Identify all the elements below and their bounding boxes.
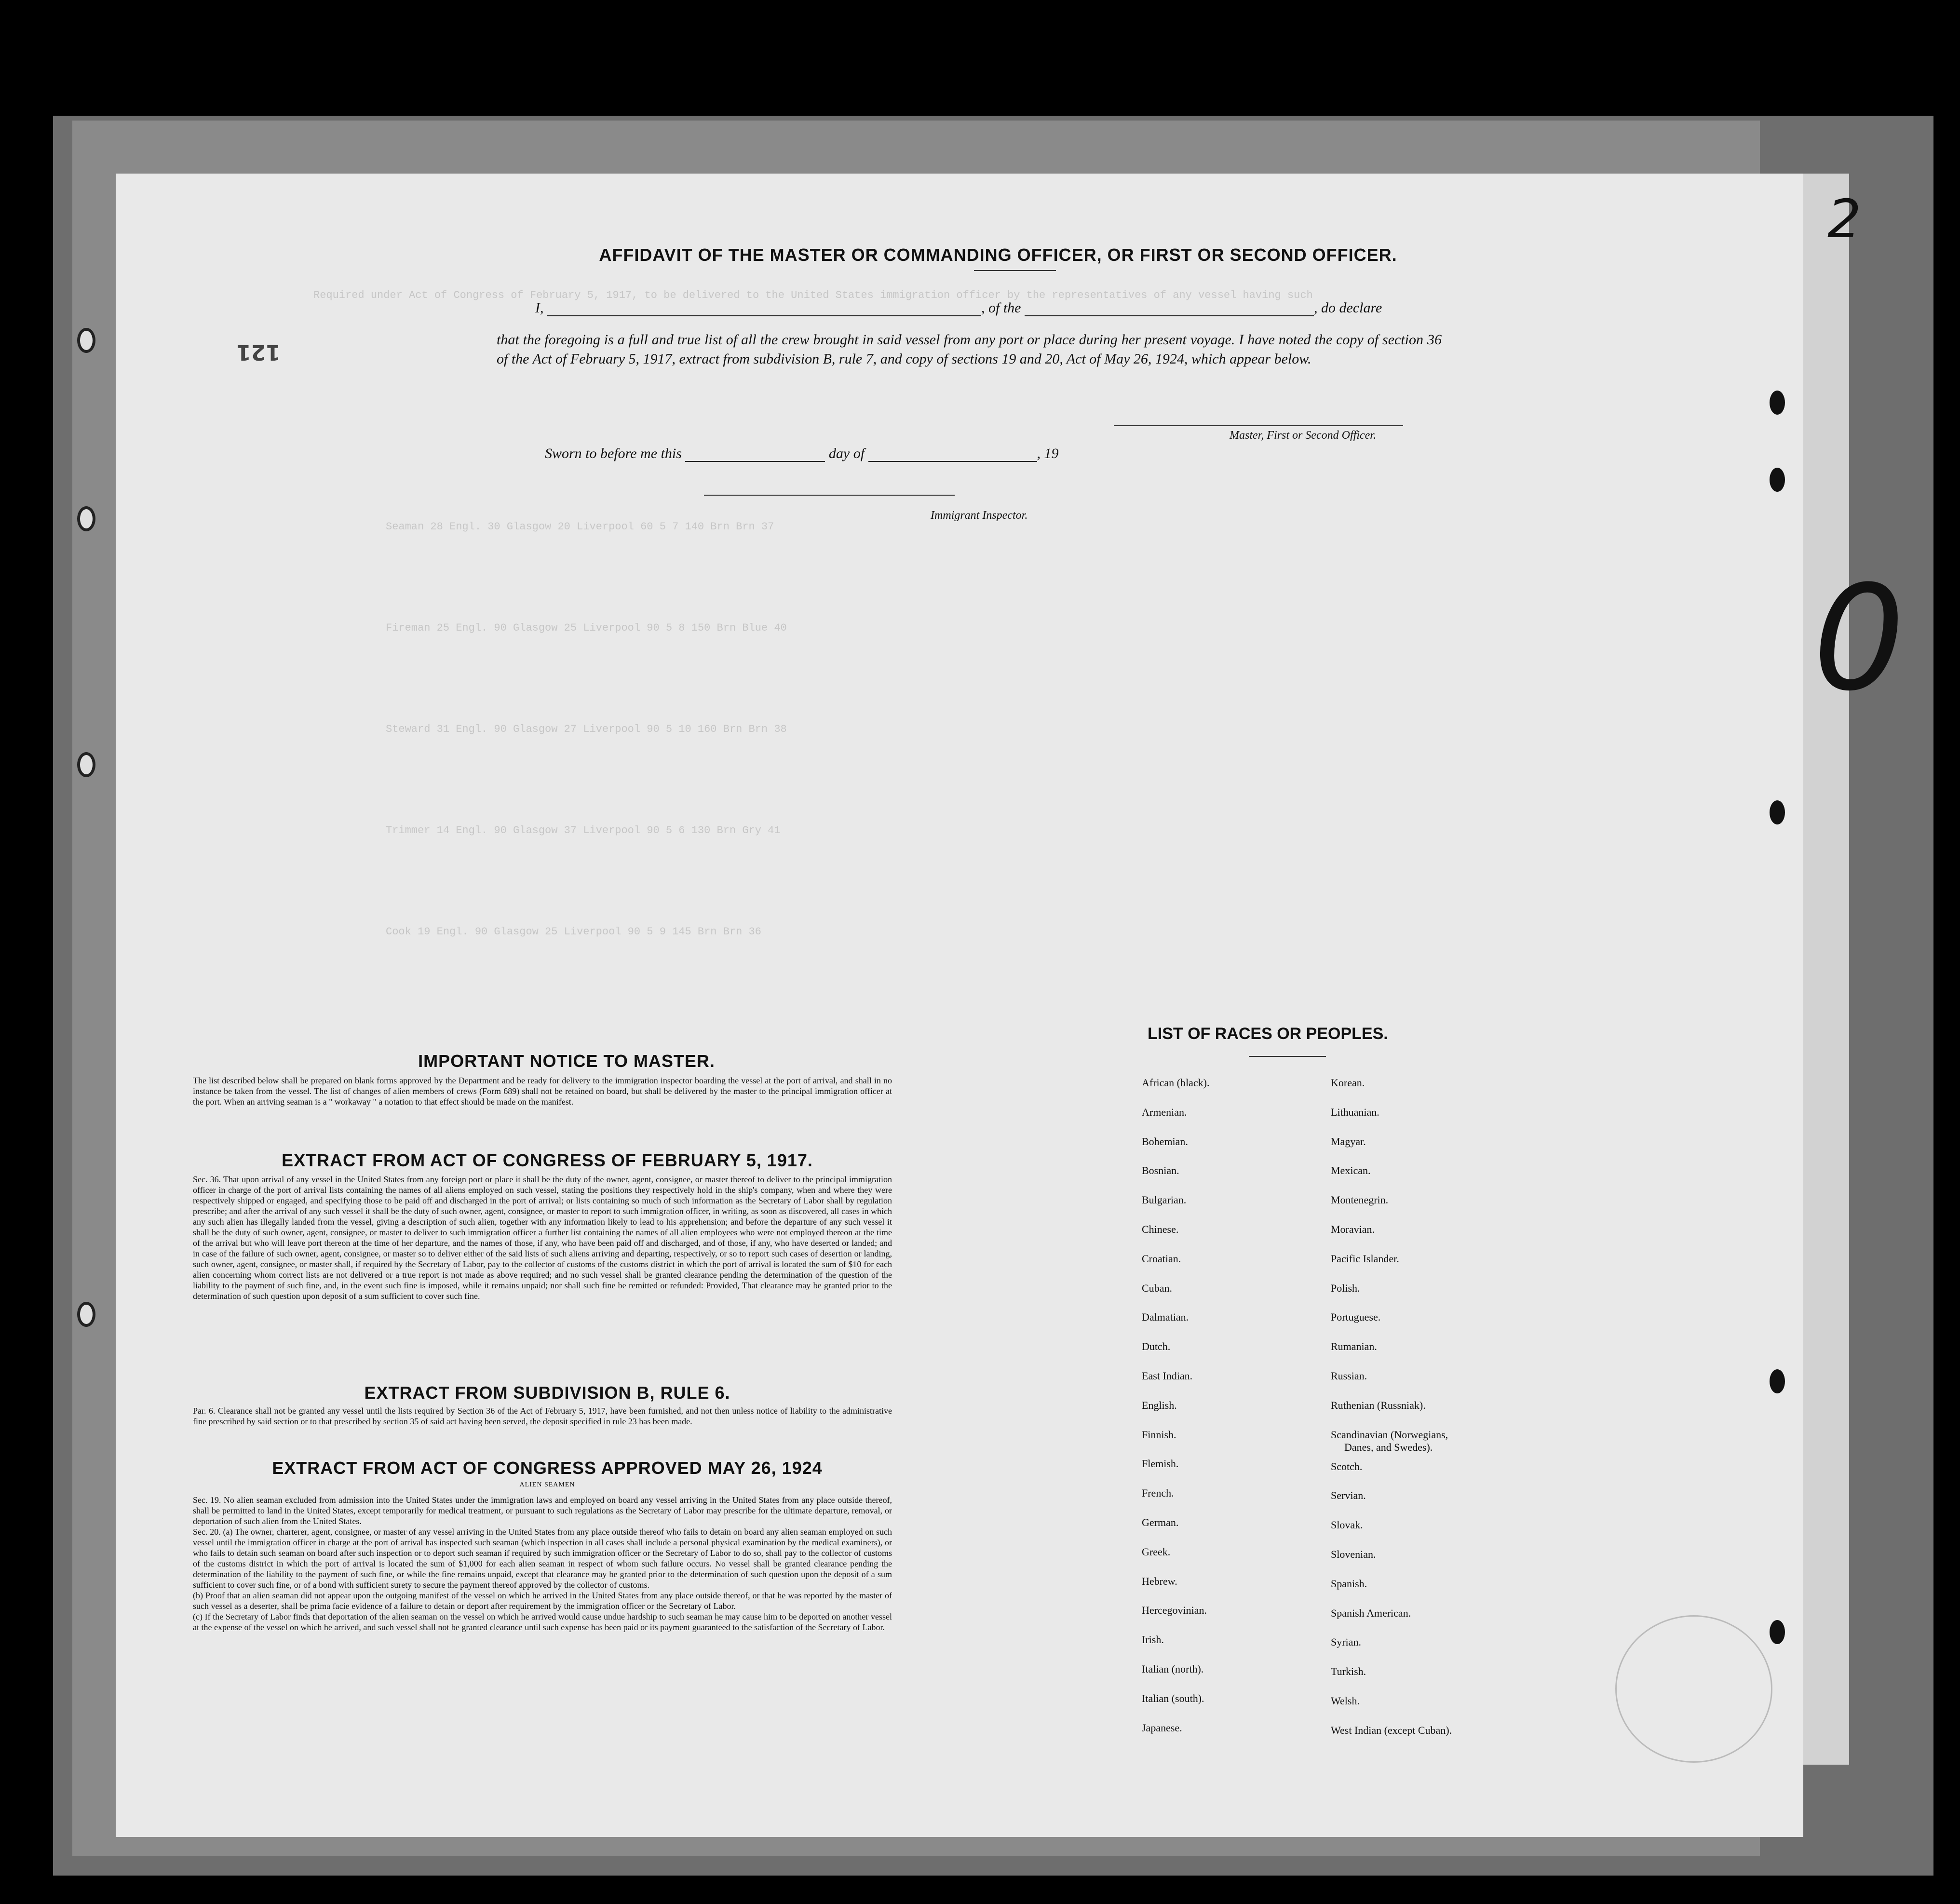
vessel-name-blank [1025, 315, 1314, 316]
race-item: Spanish American. [1331, 1607, 1411, 1619]
race-item: Croatian. [1142, 1252, 1181, 1265]
sworn-line [545, 446, 1059, 462]
punch-hole [77, 752, 95, 777]
races-title-underline [1249, 1056, 1326, 1057]
race-item: Hebrew. [1142, 1575, 1177, 1587]
sworn-prefix: Sworn to before me this [545, 446, 682, 461]
race-item: German. [1142, 1516, 1179, 1528]
punch-hole [77, 328, 95, 353]
punch-hole [77, 1302, 95, 1327]
race-item: Syrian. [1331, 1636, 1361, 1648]
race-item: Dalmatian. [1142, 1311, 1189, 1323]
race-item: Rumanian. [1331, 1340, 1377, 1353]
affidavit-body: that the foregoing is a full and true list of all the crew brought in said vessel from any port or place during her present voyage. I have noted the copy of section 36 of the Act of February 5, 1917, extract from subdivision B, rule 7, and copy of sections 19 and 20, Act of May 26, 1924, which appear below. [497, 332, 1442, 367]
race-item: English. [1142, 1399, 1177, 1411]
race-item: Dutch. [1142, 1340, 1171, 1353]
race-item: Magyar. [1331, 1135, 1366, 1148]
signature-line [1114, 425, 1403, 426]
race-item: Scotch. [1331, 1460, 1363, 1472]
race-item: French. [1142, 1487, 1174, 1499]
race-item: Italian (north). [1142, 1662, 1204, 1675]
punch-hole [1770, 800, 1785, 824]
race-item: Bohemian. [1142, 1135, 1188, 1148]
race-item [1331, 1429, 1572, 1460]
extract-1924-sections [193, 1495, 892, 1633]
race-item: Montenegrin. [1331, 1194, 1389, 1206]
declarant-name-blank [547, 315, 981, 316]
races-right-column [1331, 1077, 1572, 1754]
race-item: Russian. [1331, 1369, 1367, 1382]
races-title: LIST OF RACES OR PEOPLES. [1148, 1025, 1388, 1043]
punch-hole [1770, 391, 1785, 415]
extract-1924-title: EXTRACT FROM ACT OF CONGRESS APPROVED MAY 26, 1924 [272, 1458, 823, 1478]
inspector-signature-line [704, 495, 955, 496]
race-item: Turkish. [1331, 1665, 1366, 1678]
punch-hole [1770, 1620, 1785, 1644]
bleed-through-text: Required under Act of Congress of February 5, 1917, to be delivered to the United States immigration officer by the representatives of any vessel having such [313, 289, 1313, 301]
margin-page-number: 2 [1827, 188, 1861, 250]
title-underline [974, 270, 1056, 271]
section-20c-text: (c) If the Secretary of Labor finds that deportation of the alien seaman on the vessel on which he arrived would cause undue hardship to such seaman he may cause him to be deported on another vessel at the expense of the vessel on which he arrived, and such vessel shall not be granted clearance until such expense has been paid or its payment guaranteed to the satisfaction of the Secretary of Labor. [193, 1612, 892, 1632]
sworn-month-blank [868, 461, 1037, 462]
race-item: Mexican. [1331, 1164, 1371, 1177]
race-item: Japanese. [1142, 1721, 1182, 1734]
race-item: Ruthenian (Russniak). [1331, 1399, 1426, 1411]
race-item-scandinavian: Scandinavian (Norwegians, [1331, 1428, 1448, 1441]
race-item: Bulgarian. [1142, 1194, 1187, 1206]
extract-1924-subtitle: ALIEN SEAMEN [519, 1481, 575, 1488]
race-item: Moravian. [1331, 1223, 1375, 1235]
sworn-day-of: day of [828, 446, 865, 461]
inspector-label: Immigrant Inspector. [931, 509, 1028, 522]
punch-hole [77, 506, 95, 531]
affidavit-declaration-line [535, 300, 1382, 316]
affidavit-title: AFFIDAVIT OF THE MASTER OR COMMANDING OFFICER, OR FIRST OR SECOND OFFICER. [599, 245, 1397, 265]
punch-hole [1770, 468, 1785, 492]
race-item: African (black). [1142, 1077, 1210, 1089]
race-item: Slovenian. [1331, 1548, 1376, 1560]
margin-large-mark: 0 [1813, 554, 1905, 723]
margin-stamped-number: 121 [236, 340, 281, 365]
race-item: Flemish. [1142, 1458, 1179, 1470]
race-item: Pacific Islander. [1331, 1252, 1399, 1265]
section-20a-text: Sec. 20. (a) The owner, charterer, agent, consignee, or master of any vessel arriving in the United States from any place outside thereof who fails to detain on board any alien seaman employed on such vessel until the immigration officer in charge at the port of arrival has inspected such seaman (which inspection in all cases shall include a personal physical examination by the medical examiners), or who fails to detain such seaman on board after such inspection or to deport such seaman if required by such immigration officer or the Secretary of Labor to do so, shall pay to the collector of customs of the customs district in which the port of arrival is located the sum of $1,000 for each alien seaman in respect of whom such failure occurs. No vessel shall be granted clearance pending the determination of the liability to the payment of such fine, or while the fine remains unpaid, except that clearance may be granted prior to the determination of such question upon the deposit of a sum sufficient to cover such fine, or of a bond with sufficient surety to secure the payment thereof approved by the collector of customs. [193, 1527, 892, 1590]
race-item: Spanish. [1331, 1577, 1367, 1590]
bleed-through-text: Steward 31 Engl. 90 Glasgow 27 Liverpool 90 5 10 160 Brn Brn 38 [386, 723, 787, 735]
race-item: Servian. [1331, 1489, 1366, 1502]
race-item: Hercegovinian. [1142, 1604, 1207, 1617]
race-item: Armenian. [1142, 1106, 1187, 1118]
punch-hole [1770, 1369, 1785, 1393]
notice-title: IMPORTANT NOTICE TO MASTER. [418, 1051, 715, 1071]
race-item: Cuban. [1142, 1282, 1172, 1294]
folded-edge-strip [1803, 174, 1849, 1765]
extract-1917-body: Sec. 36. That upon arrival of any vessel in the United States from any foreign port or place it shall be the duty of the owner, agent, consignee, or master thereof to deliver to the principal immigration officer in charge of the port of arrival lists containing the names of all aliens employed on such vessel, stating the positions they respectively hold in the ship's company, when and where they were respectively shipped or engaged, and specifying those to be paid off and discharged in the port of arrival; or lists containing so much of such information as the Secretary of Labor shall by regulation prescribe; and after the arrival of any such vessel it shall be the duty of such owner, agent, consignee, or master to report to such immigration officer, in writing, as soon as discovered, all cases in which any such alien has illegally landed from the vessel, giving a description of such alien, together with any information likely to lead to his apprehension; and before the departure of any such vessel it shall be the duty of such owner, agent, consignee, or master to deliver to such immigration officer a further list containing the names of all alien employees who were not employed thereon at the time of the arrival but who will leave port thereon at the time of her departure, and the names of those, if any, who have been paid off and discharged, and of those, if any, who have deserted or landed; and in case of the failure of such owner, agent, consignee, or master so to deliver either of the said lists of such aliens arriving and departing, respectively, or so to report such cases of desertion or landing, such owner, agent, consignee, or master shall, if required by the Secretary of Labor, pay to the collector of customs of the customs district in which the port of arrival is located the sum of $10 for each alien concerning whom correct lists are not delivered or a true report is not made as above required; and no such vessel shall be granted clearance pending the determination of the question of the liability to the payment of such fine, and, in the event such fine is imposed, while it remains unpaid; nor shall such fine be remitted or refunded: Provided, That clearance may be granted prior to the determination of such question upon deposit of a sum sufficient to cover such fine. [193, 1175, 892, 1301]
race-item: Korean. [1331, 1077, 1365, 1089]
race-item: Polish. [1331, 1282, 1360, 1294]
race-item: Bosnian. [1142, 1164, 1179, 1177]
race-item: Slovak. [1331, 1519, 1363, 1531]
rule-6-body: Par. 6. Clearance shall not be granted any vessel until the lists required by Section 36 of the Act of February 5, 1917, have been furnished, and not then unless notice of liability to the administrative fine prescribed by said section or to that prescribed by section 35 of said act having been served, the deposit specified in rule 23 has been made. [193, 1406, 892, 1426]
signer-label: Master, First or Second Officer. [1230, 429, 1376, 442]
rule-6-title: EXTRACT FROM SUBDIVISION B, RULE 6. [364, 1383, 730, 1403]
declarant-prefix: I, [535, 300, 544, 316]
section-19-text: Sec. 19. No alien seaman excluded from admission into the United States under the immigration laws and employed on board any vessel arriving in the United States from any place outside thereof, shall be permitted to land in the United States, except temporarily for medical treatment, or pursuant to such regulations as the Secretary of Labor may prescribe for the ultimate departure, removal, or deportation of such alien from the United States. [193, 1495, 892, 1526]
bleed-through-text: Cook 19 Engl. 90 Glasgow 25 Liverpool 90 5 9 145 Brn Brn 36 [386, 926, 761, 938]
section-20b-text: (b) Proof that an alien seaman did not appear upon the outgoing manifest of the vessel on which he arrived in the United States from any place outside thereof, or that he was reported by the master of such vessel as a deserter, shall be prima facie evidence of a failure to detain or deport after requirement by the immigration officer or the Secretary of Labor. [193, 1591, 892, 1611]
declare-suffix: , do declare [1314, 300, 1382, 316]
race-item: Lithuanian. [1331, 1106, 1379, 1118]
race-item: Portuguese. [1331, 1311, 1381, 1323]
sworn-year: , 19 [1037, 446, 1059, 461]
bleed-through-text: Fireman 25 Engl. 90 Glasgow 25 Liverpool 90 5 8 150 Brn Blue 40 [386, 622, 787, 634]
race-item: Irish. [1142, 1634, 1164, 1646]
race-item: Welsh. [1331, 1694, 1360, 1707]
sworn-day-blank [685, 461, 825, 462]
faded-stamp [1615, 1615, 1772, 1763]
race-item-scandinavian-cont: Danes, and Swedes). [1344, 1441, 1433, 1453]
extract-1917-title: EXTRACT FROM ACT OF CONGRESS OF FEBRUARY 5, 1917. [282, 1150, 813, 1170]
notice-body: The list described below shall be prepared on blank forms approved by the Department and be ready for delivery to the immigration inspector boarding the vessel at the port of arrival, and shall in no instance be taken from the vessel. The list of changes of alien members of crews (Form 689) shall not be retained on board, but shall be delivered by the master to the principal immigration officer at the port. When an arriving seaman is a " workaway " a notation to that effect should be made on the manifest. [193, 1076, 892, 1107]
race-item: Finnish. [1142, 1428, 1176, 1441]
race-item: West Indian (except Cuban). [1331, 1724, 1452, 1736]
races-left-column [1142, 1077, 1335, 1751]
race-item: Greek. [1142, 1545, 1171, 1558]
bleed-through-text: Trimmer 14 Engl. 90 Glasgow 37 Liverpool 90 5 6 130 Brn Gry 41 [386, 824, 781, 837]
race-item: Chinese. [1142, 1223, 1179, 1235]
race-item: East Indian. [1142, 1369, 1193, 1382]
race-item: Italian (south). [1142, 1692, 1204, 1704]
bleed-through-text: Seaman 28 Engl. 30 Glasgow 20 Liverpool 60 5 7 140 Brn Brn 37 [386, 521, 774, 533]
vessel-prefix: , of the [981, 300, 1021, 316]
